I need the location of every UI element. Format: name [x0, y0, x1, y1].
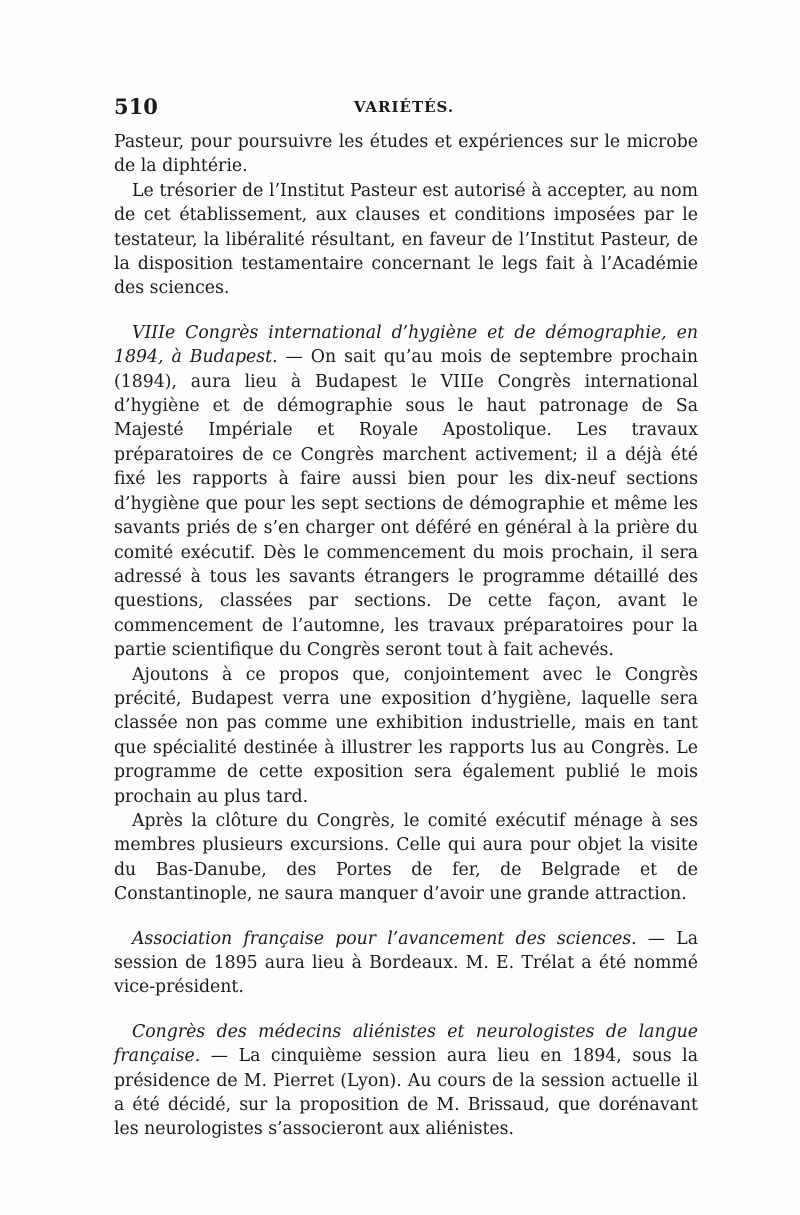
paragraph-tresorier: Le trésorier de l’Institut Pasteur est autorisé à accepter, au nom de cet établissement, aux clauses et conditions imposées par le testateur, la libéralité résultant, en faveur de l’Institut Pasteur, de la disposition testamentaire concernant le legs fait à l’Académie des sciences. — [114, 180, 698, 299]
page-number: 510 — [114, 94, 158, 119]
running-title: VARIÉTÉS. — [353, 98, 455, 116]
paragraph-congres-alienistes — [114, 1020, 698, 1142]
paragraph-text: — On sait qu’au mois de septembre prochain (1894), aura lieu à Budapest le VIIIe Congrès international d’hygiène et de démographie sous le haut patronage de Sa Majesté Impériale et Royale Apostolique. Les travaux préparatoires de ce Congrès marchent activement; il a déjà été fixé les rapports à faire aussi bien pour les dix-neuf sections d’hygiène que pour les sept sections de démographie et même les savants priés de s’en charger ont déféré en général à la prière du comité exécutif. Dès le commencement du mois prochain, il sera adressé à tous les savants étrangers le programme détaillé des questions, classées par sections. De cette façon, avant le commencement de l’automne, les travaux préparatoires pour la partie scientifique du Congrès seront tout à fait achevés. — [114, 347, 698, 661]
page-body — [114, 130, 698, 1142]
section-heading-congres-budapest: VIIIe Congrès international d’hygiène et de démographie, en 1894, à Budapest. — [114, 322, 698, 368]
paragraph-text: — La session de 1895 aura lieu à Bordeaux. M. E. Trélat a été nommé vice-président. — [114, 928, 699, 998]
section-heading-congres-alienistes: Congrès des médecins aliénistes et neurologistes de langue française. — [114, 1021, 698, 1067]
paragraph-exposition: Ajoutons à ce propos que, conjointement avec le Congrès précité, Budapest verra une exposition d’hygiène, laquelle sera classée non pas comme une exhibition industrielle, mais en tant que spécialité destinée à illustrer les rapports lus au Congrès. Le programme de cette exposition sera également publié le mois prochain au plus tard. — [114, 664, 698, 807]
paragraph-text: — La cinquième session aura lieu en 1894, sous la présidence de M. Pierret (Lyon). Au cours de la session actuelle il a été décidé, sur la proposition de M. Brissaud, que dorénavant les neurologistes s’associeront aux aliénistes. — [114, 1046, 698, 1140]
page-header — [114, 94, 694, 124]
paragraph-excursions: Après la clôture du Congrès, le comité exécutif ménage à ses membres plusieurs excursions. Celle qui aura pour objet la visite du Bas-Danube, des Portes de fer, de Belgrade et de Constantinople, ne saura manquer d’avoir une grande attraction. — [114, 810, 698, 905]
paragraph-congres-budapest — [114, 321, 698, 663]
paragraph-association-francaise — [114, 927, 698, 1000]
paragraph-continuation: Pasteur, pour poursuivre les études et expériences sur le microbe de la diphtérie. — [114, 132, 698, 177]
section-heading-association-francaise: Association française pour l’avancement des sciences. — [132, 928, 637, 949]
